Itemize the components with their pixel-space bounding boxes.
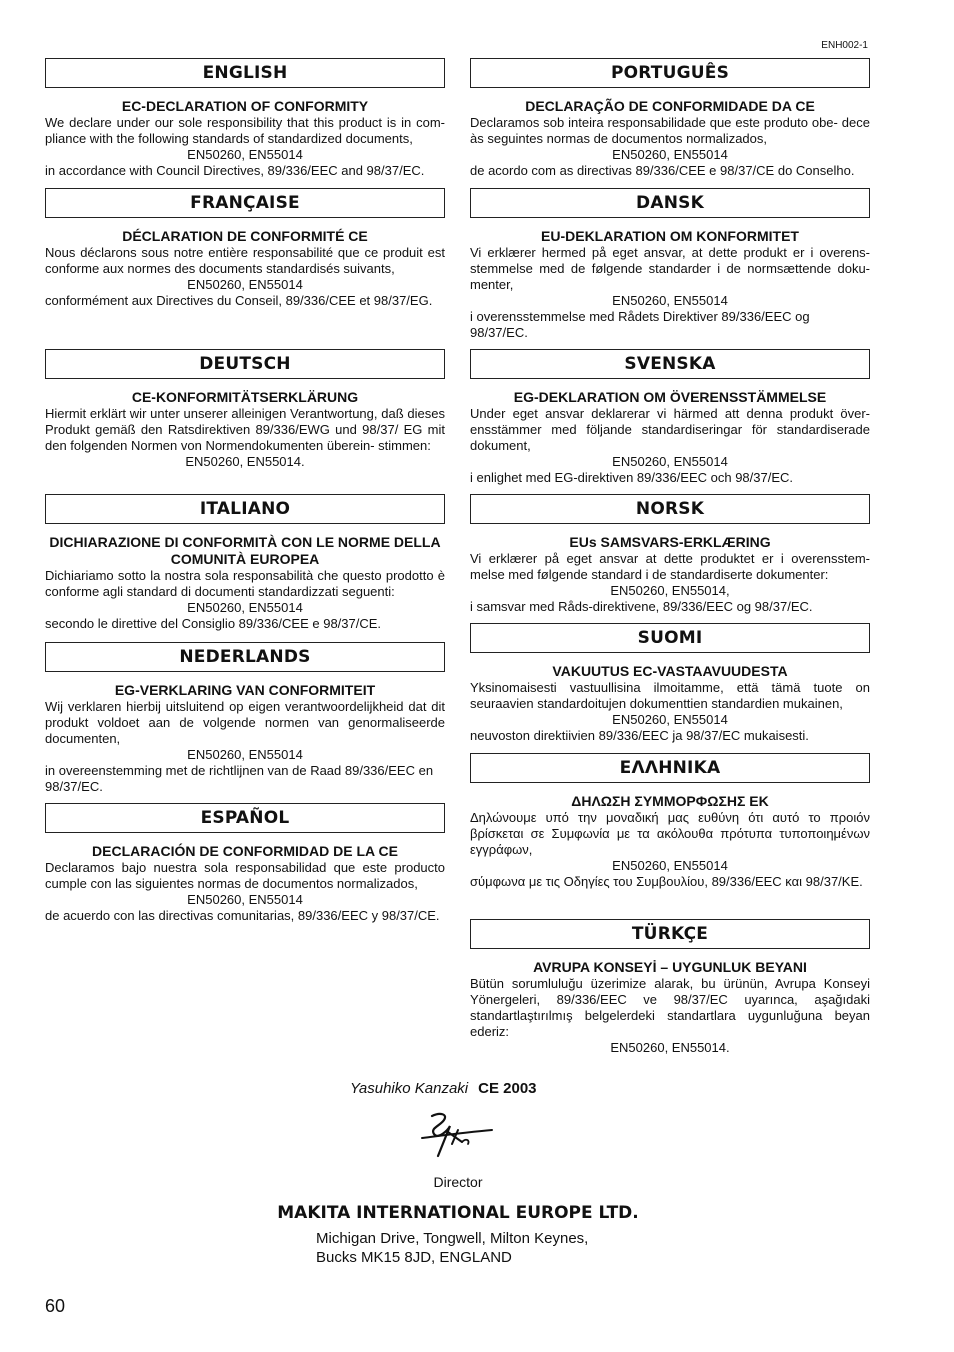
declaration-text: Nous déclarons sous notre entière responsabilité que ce produit est conforme aux normes des documents standardisés suivants, bbox=[45, 245, 445, 276]
declaration-section bbox=[45, 494, 445, 632]
declaration-title: EUs SAMSVARS-ERKLÆRING bbox=[569, 534, 771, 550]
language-heading: ESPAÑOL bbox=[45, 803, 445, 833]
standards-list: EN50260, EN55014 bbox=[612, 147, 728, 162]
company-address bbox=[316, 1229, 588, 1267]
address-line-1: Michigan Drive, Tongwell, Milton Keynes, bbox=[316, 1230, 589, 1247]
declaration-section bbox=[470, 753, 870, 890]
directives-text: σύμφωνα με τις Οδηγίες του Συμβουλίου, 89/336/EEC και 98/37/ΚΕ. bbox=[470, 874, 863, 889]
signatory-name: Yasuhiko Kanzaki bbox=[350, 1080, 469, 1097]
signatory-role: Director bbox=[433, 1174, 483, 1190]
language-heading: SUOMI bbox=[470, 623, 870, 653]
standards-list: EN50260, EN55014 bbox=[187, 277, 303, 292]
declaration-section bbox=[45, 349, 445, 470]
declaration-section bbox=[470, 349, 870, 486]
declaration-title: EC-DECLARATION OF CONFORMITY bbox=[121, 98, 369, 114]
standards-list: EN50260, EN55014 bbox=[187, 600, 303, 615]
declaration-text: We declare under our sole responsibility that this product is in com- pliance with the following standards of standardized documents, bbox=[45, 115, 445, 146]
language-heading: NORSK bbox=[470, 494, 870, 524]
declaration-text: Vi erklærer hermed på eget ansvar, at dette produkt er i overens- stemmelse med de følgende standarder i de normsættende doku- menter, bbox=[470, 245, 870, 292]
declaration-section bbox=[470, 58, 870, 179]
declaration-title: AVRUPA KONSEYİ – UYGUNLUK BEYANI bbox=[533, 959, 807, 975]
standards-list: EN50260, EN55014. bbox=[185, 454, 305, 469]
declaration-text: Dichiariamo sotto la nostra sola responsabilità che questo prodotto è conforme agli standard di documenti standardizzati seguenti: bbox=[45, 568, 445, 599]
standards-list: EN50260, EN55014 bbox=[612, 293, 728, 308]
standards-list: EN50260, EN55014 bbox=[187, 892, 303, 907]
directives-text: i enlighet med EG-direktiven 89/336/EEC och 98/37/EC. bbox=[470, 470, 794, 485]
declaration-section bbox=[470, 623, 870, 744]
directives-text: in overeenstemming met de richtlijnen van de Raad 89/336/EEC en 98/37/EC. bbox=[45, 763, 434, 794]
standards-list: EN50260, EN55014 bbox=[187, 147, 303, 162]
standards-list: EN50260, EN55014 bbox=[612, 454, 728, 469]
standards-list: EN50260, EN55014 bbox=[187, 747, 303, 762]
declaration-section bbox=[470, 188, 870, 341]
declaration-title: ΔΗΛΩΣΗ ΣΥΜΜΟΡΦΩΣΗΣ ΕΚ bbox=[571, 793, 769, 809]
declaration-text: Wij verklaren hierbij uitsluitend op eigen verantwoordelijkheid dat dit produkt voldoet aan de volgende normen van genormaliseerde documenten, bbox=[45, 699, 445, 746]
declaration-title: EU-DEKLARATION OM KONFORMITET bbox=[541, 228, 799, 244]
language-heading: PORTUGUÊS bbox=[470, 58, 870, 88]
declaration-text: Vi erklærer på eget ansvar at dette produktet er i overensstem- melse med følgende standard i de standardiserte dokumenter: bbox=[470, 551, 870, 582]
declaration-text: Declaramos bajo nuestra sola responsabilidad que este producto cumple con las siguientes normas de documentos normalizados, bbox=[45, 860, 445, 891]
declaration-text: Bütün sorumluluğu üzerimize alarak, bu ürünün, Avrupa Konseyi Yönergeleri, 89/336/EEC ve 98/37/EC uyarınca, aşağıdaki standartlaştırılmış belgelerdeki standartlara uygunluğuna beyan ederiz: bbox=[470, 976, 870, 1039]
language-heading: ENGLISH bbox=[45, 58, 445, 88]
declaration-title: VAKUUTUS EC-VASTAAVUUDESTA bbox=[552, 663, 788, 679]
directives-text: i samsvar med Råds-direktivene, 89/336/EEC og 98/37/EC. bbox=[470, 599, 813, 614]
language-heading: TÜRKÇE bbox=[470, 919, 870, 949]
declaration-title: DECLARAÇÃO DE CONFORMIDADE DA CE bbox=[525, 98, 815, 114]
address-line-2: Bucks MK15 8JD, ENGLAND bbox=[316, 1249, 512, 1266]
declaration-text: Under eget ansvar deklarerar vi härmed att denna produkt över- ensstämmer med följande standardiseringar för standardiserade dokument, bbox=[470, 406, 870, 453]
declaration-section bbox=[45, 58, 445, 179]
standards-list: EN50260, EN55014 bbox=[612, 712, 728, 727]
company-name: MAKITA INTERNATIONAL EUROPE LTD. bbox=[277, 1203, 639, 1223]
declaration-section bbox=[470, 919, 870, 1056]
declaration-title: CE-KONFORMITÄTSERKLÄRUNG bbox=[131, 389, 359, 405]
language-heading: DANSK bbox=[470, 188, 870, 218]
ce-mark-year: CE 2003 bbox=[478, 1080, 537, 1097]
declaration-text: Yksinomaisesti vastuullisina ilmoitamme, että tämä tuote on seuraavien standardoitujen dokumenttien standardien mukainen, bbox=[470, 680, 870, 711]
language-heading: ΕΛΛΗΝΙΚΑ bbox=[470, 753, 870, 783]
standards-list: EN50260, EN55014, bbox=[610, 583, 730, 598]
declaration-text: Hiermit erklärt wir unter unserer alleinigen Verantwortung, daß dieses Produkt gemäß den Ratsdirektiven 89/336/EWG und 98/37/ EG mit den folgenden Normen von Normendokumenten überein- stimmen: bbox=[45, 406, 445, 453]
declaration-section bbox=[45, 803, 445, 924]
directives-text: in accordance with Council Directives, 89/336/EEC and 98/37/EC. bbox=[45, 163, 425, 178]
handwritten-signature bbox=[418, 1108, 494, 1164]
declaration-title: DECLARACIÓN DE CONFORMIDAD DE LA CE bbox=[92, 843, 398, 859]
standards-list: EN50260, EN55014. bbox=[610, 1040, 730, 1055]
language-heading: NEDERLANDS bbox=[45, 642, 445, 672]
standards-list: EN50260, EN55014 bbox=[612, 858, 728, 873]
declaration-title: DICHIARAZIONE DI CONFORMITÀ CON LE NORME DELLA COMUNITÀ EUROPEA bbox=[49, 534, 441, 567]
language-heading: ITALIANO bbox=[45, 494, 445, 524]
directives-text: de acordo com as directivas 89/336/CEE e 98/37/CE do Conselho. bbox=[470, 163, 855, 178]
declaration-section bbox=[45, 188, 445, 309]
declaration-title: EG-VERKLARING VAN CONFORMITEIT bbox=[114, 682, 376, 698]
declaration-text: Declaramos sob inteira responsabilidade que este produto obe- dece às seguintes normas de documentos normalizados, bbox=[470, 115, 870, 146]
document-code: ENH002-1 bbox=[821, 40, 868, 51]
directives-text: i overensstemmelse med Rådets Direktiver 89/336/EEC og 98/37/EC. bbox=[470, 309, 810, 340]
language-heading: SVENSKA bbox=[470, 349, 870, 379]
declaration-section bbox=[45, 642, 445, 795]
declaration-text: Δηλώνουμε υπό την μοναδική μας ευθύνη ότι αυτό το προιόν βρίσκεται σε Συμφωνία με τα ακόλουθα πρότυπα τυποποιημένων εγγράφων, bbox=[470, 810, 870, 857]
language-heading: DEUTSCH bbox=[45, 349, 445, 379]
declaration-title: EG-DEKLARATION OM ÖVERENSSTÄMMELSE bbox=[513, 389, 827, 405]
language-heading: FRANÇAISE bbox=[45, 188, 445, 218]
page-number: 60 bbox=[45, 1296, 66, 1316]
directives-text: de acuerdo con las directivas comunitarias, 89/336/EEC y 98/37/CE. bbox=[45, 908, 440, 923]
declaration-title: DÉCLARATION DE CONFORMITÉ CE bbox=[122, 228, 368, 244]
directives-text: neuvoston direktiivien 89/336/EEC ja 98/37/EC mukaisesti. bbox=[470, 728, 809, 743]
signature-block bbox=[350, 1080, 590, 1097]
directives-text: secondo le direttive del Consiglio 89/336/CEE e 98/37/CE. bbox=[45, 616, 382, 631]
directives-text: conformément aux Directives du Conseil, 89/336/CEE et 98/37/EG. bbox=[45, 293, 433, 308]
declaration-section bbox=[470, 494, 870, 615]
